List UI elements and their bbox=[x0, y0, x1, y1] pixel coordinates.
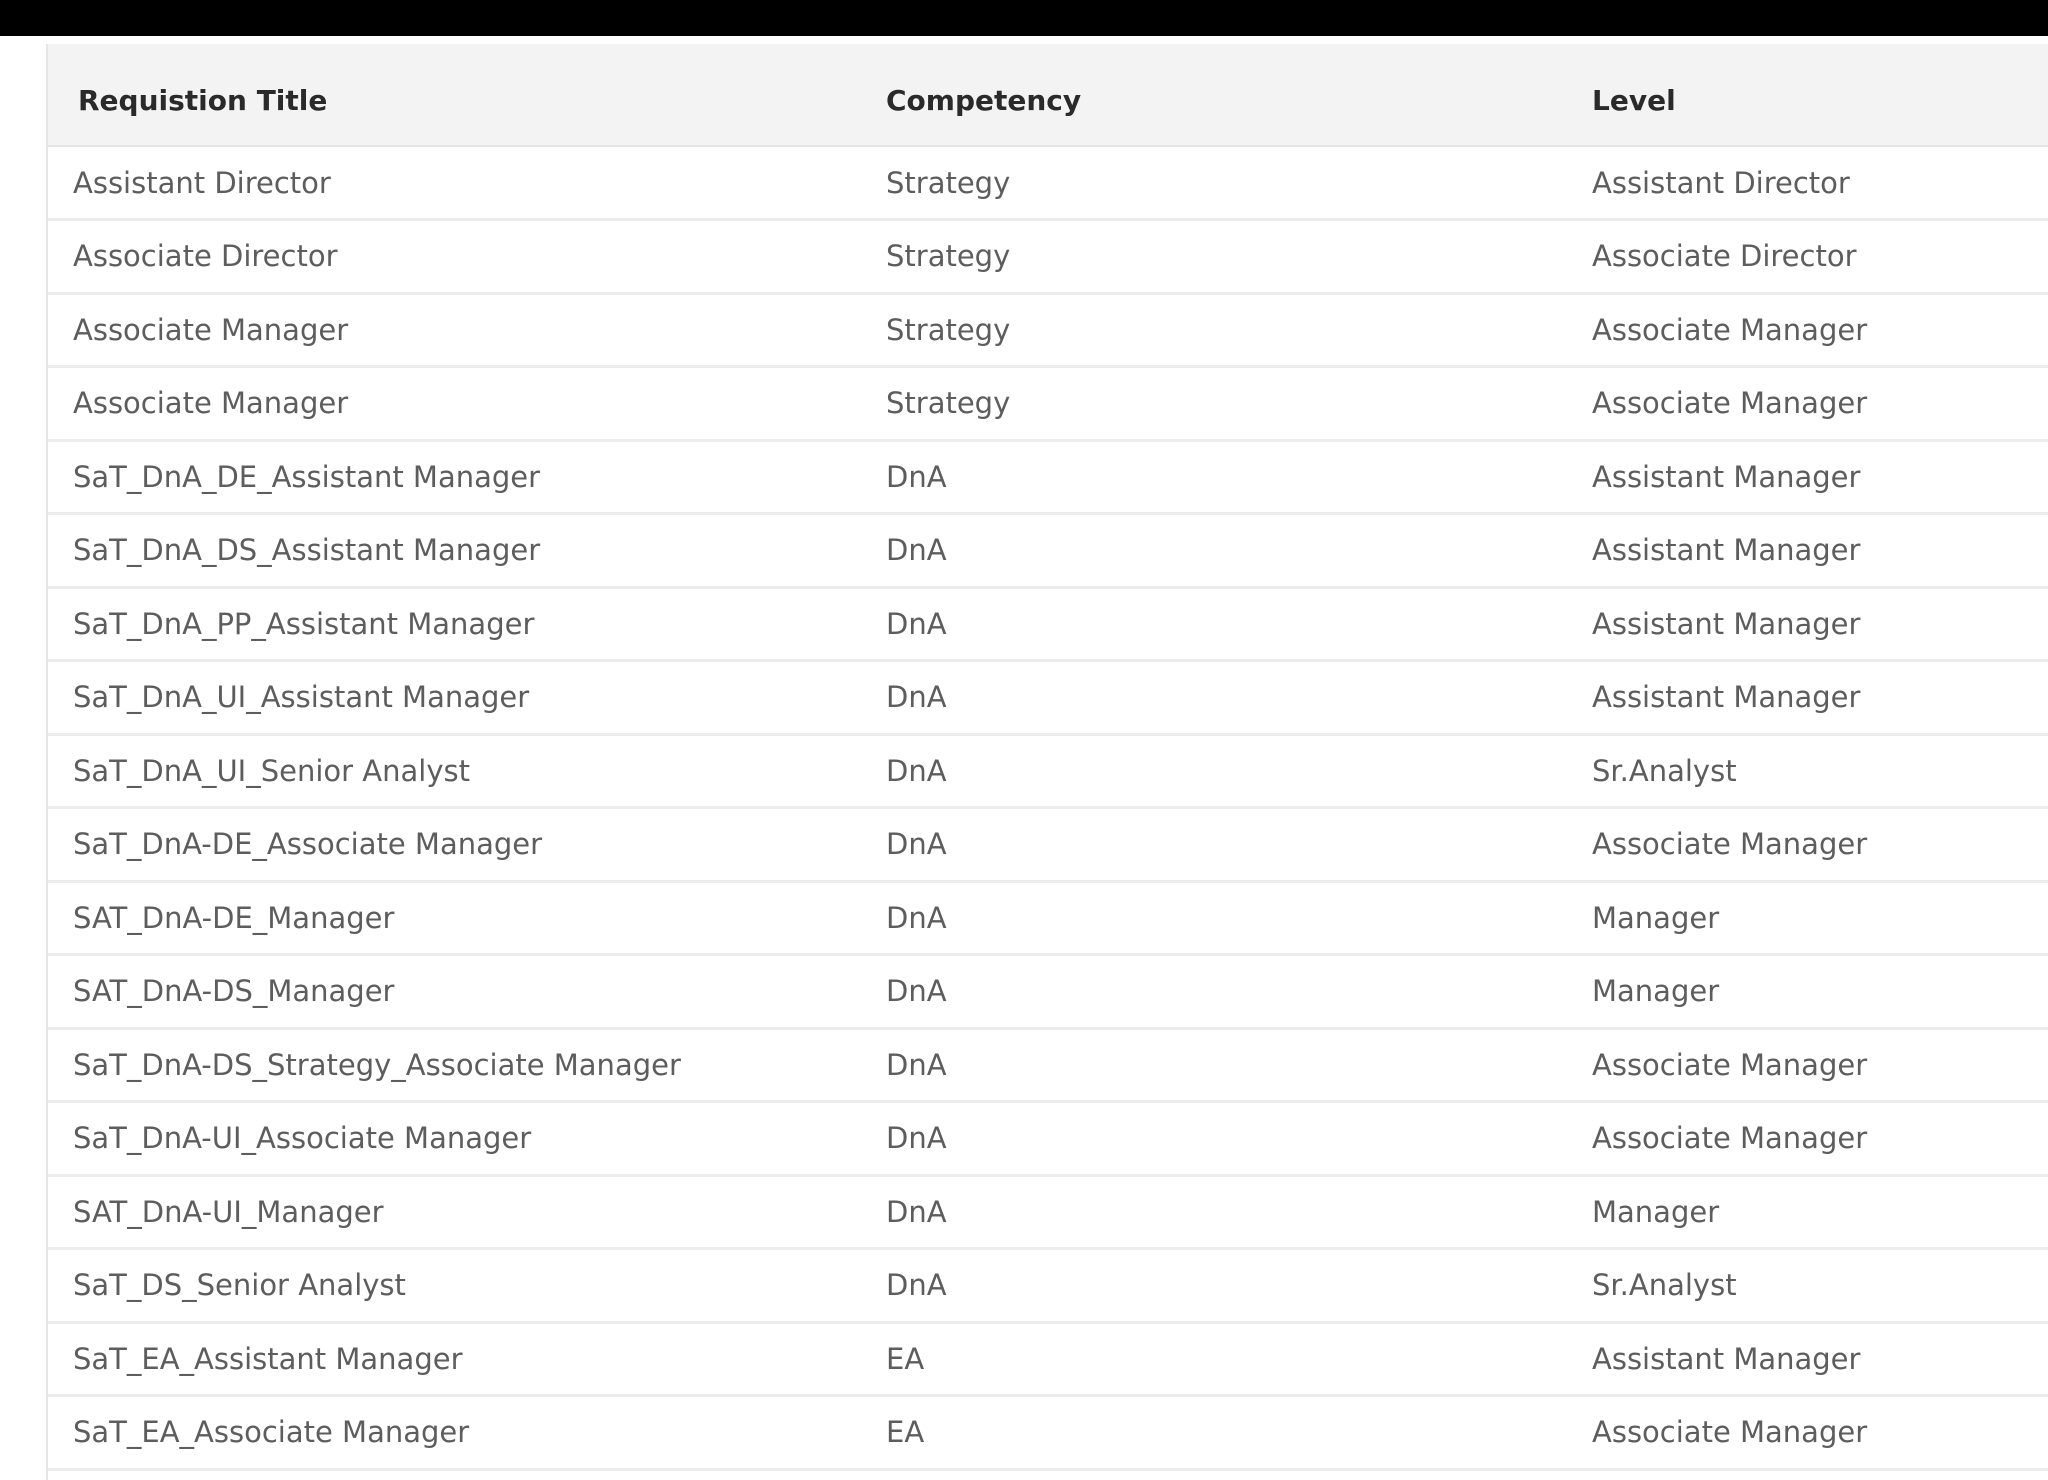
table-row[interactable] bbox=[48, 808, 2048, 882]
table-row[interactable] bbox=[48, 1322, 2048, 1396]
cell-competency: DnA bbox=[886, 587, 1592, 661]
cell-level: Assistant Manager bbox=[1592, 440, 2048, 514]
cell-level: Associate Director bbox=[1592, 220, 2048, 294]
cell-level: Assistant Manager bbox=[1592, 1322, 2048, 1396]
cell-level: Sr.Analyst bbox=[1592, 1249, 2048, 1323]
cell-requisition-title: SAT_DnA-UI_Manager bbox=[48, 1175, 886, 1249]
requisition-table-panel bbox=[46, 44, 2048, 1480]
cell-competency: DnA bbox=[886, 734, 1592, 808]
cell-level: Associate Manager bbox=[1592, 293, 2048, 367]
cell-competency: DnA bbox=[886, 440, 1592, 514]
cell-requisition-title: SaT_EA_Associate Manager bbox=[48, 1396, 886, 1470]
cell-requisition-title: SaT_EA_Assistant Manager bbox=[48, 1322, 886, 1396]
cell-competency: DnA bbox=[886, 514, 1592, 588]
table-row[interactable] bbox=[48, 587, 2048, 661]
cell-competency: EA bbox=[886, 1322, 1592, 1396]
cell-requisition-title: SaT_DnA_DE_Assistant Manager bbox=[48, 440, 886, 514]
table-row[interactable] bbox=[48, 734, 2048, 808]
cell-requisition-title: SAT_DnA-DE_Manager bbox=[48, 881, 886, 955]
table-row[interactable] bbox=[48, 1175, 2048, 1249]
cell-competency: DnA bbox=[886, 661, 1592, 735]
requisition-table bbox=[48, 44, 2048, 1471]
cell-requisition-title: SaT_DnA_PP_Assistant Manager bbox=[48, 587, 886, 661]
table-row[interactable] bbox=[48, 367, 2048, 441]
table-row[interactable] bbox=[48, 514, 2048, 588]
cell-requisition-title: Associate Director bbox=[48, 220, 886, 294]
cell-requisition-title: SaT_DnA_UI_Senior Analyst bbox=[48, 734, 886, 808]
top-bar bbox=[0, 0, 2048, 36]
table-row[interactable] bbox=[48, 955, 2048, 1029]
table-row[interactable] bbox=[48, 440, 2048, 514]
cell-level: Assistant Director bbox=[1592, 146, 2048, 220]
table-row[interactable] bbox=[48, 1102, 2048, 1176]
cell-competency: DnA bbox=[886, 881, 1592, 955]
cell-requisition-title: SaT_DnA_DS_Assistant Manager bbox=[48, 514, 886, 588]
table-row[interactable] bbox=[48, 661, 2048, 735]
cell-requisition-title: Associate Manager bbox=[48, 367, 886, 441]
cell-competency: DnA bbox=[886, 1102, 1592, 1176]
table-header-row bbox=[48, 44, 2048, 146]
cell-competency: DnA bbox=[886, 1175, 1592, 1249]
cell-competency: Strategy bbox=[886, 293, 1592, 367]
table-row[interactable] bbox=[48, 1249, 2048, 1323]
cell-requisition-title: Assistant Director bbox=[48, 146, 886, 220]
cell-competency: Strategy bbox=[886, 146, 1592, 220]
table-row[interactable] bbox=[48, 220, 2048, 294]
cell-level: Associate Manager bbox=[1592, 808, 2048, 882]
cell-requisition-title: SaT_DnA-DS_Strategy_Associate Manager bbox=[48, 1028, 886, 1102]
cell-level: Assistant Manager bbox=[1592, 661, 2048, 735]
table-row[interactable] bbox=[48, 146, 2048, 220]
cell-level: Manager bbox=[1592, 1175, 2048, 1249]
cell-level: Manager bbox=[1592, 955, 2048, 1029]
cell-competency: DnA bbox=[886, 1249, 1592, 1323]
table-row[interactable] bbox=[48, 293, 2048, 367]
table-body bbox=[48, 146, 2048, 1469]
cell-requisition-title: SaT_DnA-UI_Associate Manager bbox=[48, 1102, 886, 1176]
cell-level: Assistant Manager bbox=[1592, 587, 2048, 661]
cell-level: Associate Manager bbox=[1592, 1028, 2048, 1102]
cell-level: Associate Manager bbox=[1592, 1396, 2048, 1470]
column-header-level[interactable]: Level bbox=[1592, 44, 2048, 146]
table-row[interactable] bbox=[48, 881, 2048, 955]
cell-requisition-title: SaT_DnA_UI_Assistant Manager bbox=[48, 661, 886, 735]
cell-level: Associate Manager bbox=[1592, 1102, 2048, 1176]
cell-level: Manager bbox=[1592, 881, 2048, 955]
cell-requisition-title: SAT_DnA-DS_Manager bbox=[48, 955, 886, 1029]
cell-competency: DnA bbox=[886, 808, 1592, 882]
cell-competency: DnA bbox=[886, 955, 1592, 1029]
column-header-competency[interactable]: Competency bbox=[886, 44, 1592, 146]
cell-competency: Strategy bbox=[886, 220, 1592, 294]
cell-level: Sr.Analyst bbox=[1592, 734, 2048, 808]
column-header-requisition-title[interactable]: Requistion Title bbox=[48, 44, 886, 146]
cell-level: Associate Manager bbox=[1592, 367, 2048, 441]
cell-requisition-title: Associate Manager bbox=[48, 293, 886, 367]
table-row[interactable] bbox=[48, 1396, 2048, 1470]
cell-competency: Strategy bbox=[886, 367, 1592, 441]
cell-competency: EA bbox=[886, 1396, 1592, 1470]
cell-requisition-title: SaT_DnA-DE_Associate Manager bbox=[48, 808, 886, 882]
table-row[interactable] bbox=[48, 1028, 2048, 1102]
cell-requisition-title: SaT_DS_Senior Analyst bbox=[48, 1249, 886, 1323]
cell-competency: DnA bbox=[886, 1028, 1592, 1102]
cell-level: Assistant Manager bbox=[1592, 514, 2048, 588]
